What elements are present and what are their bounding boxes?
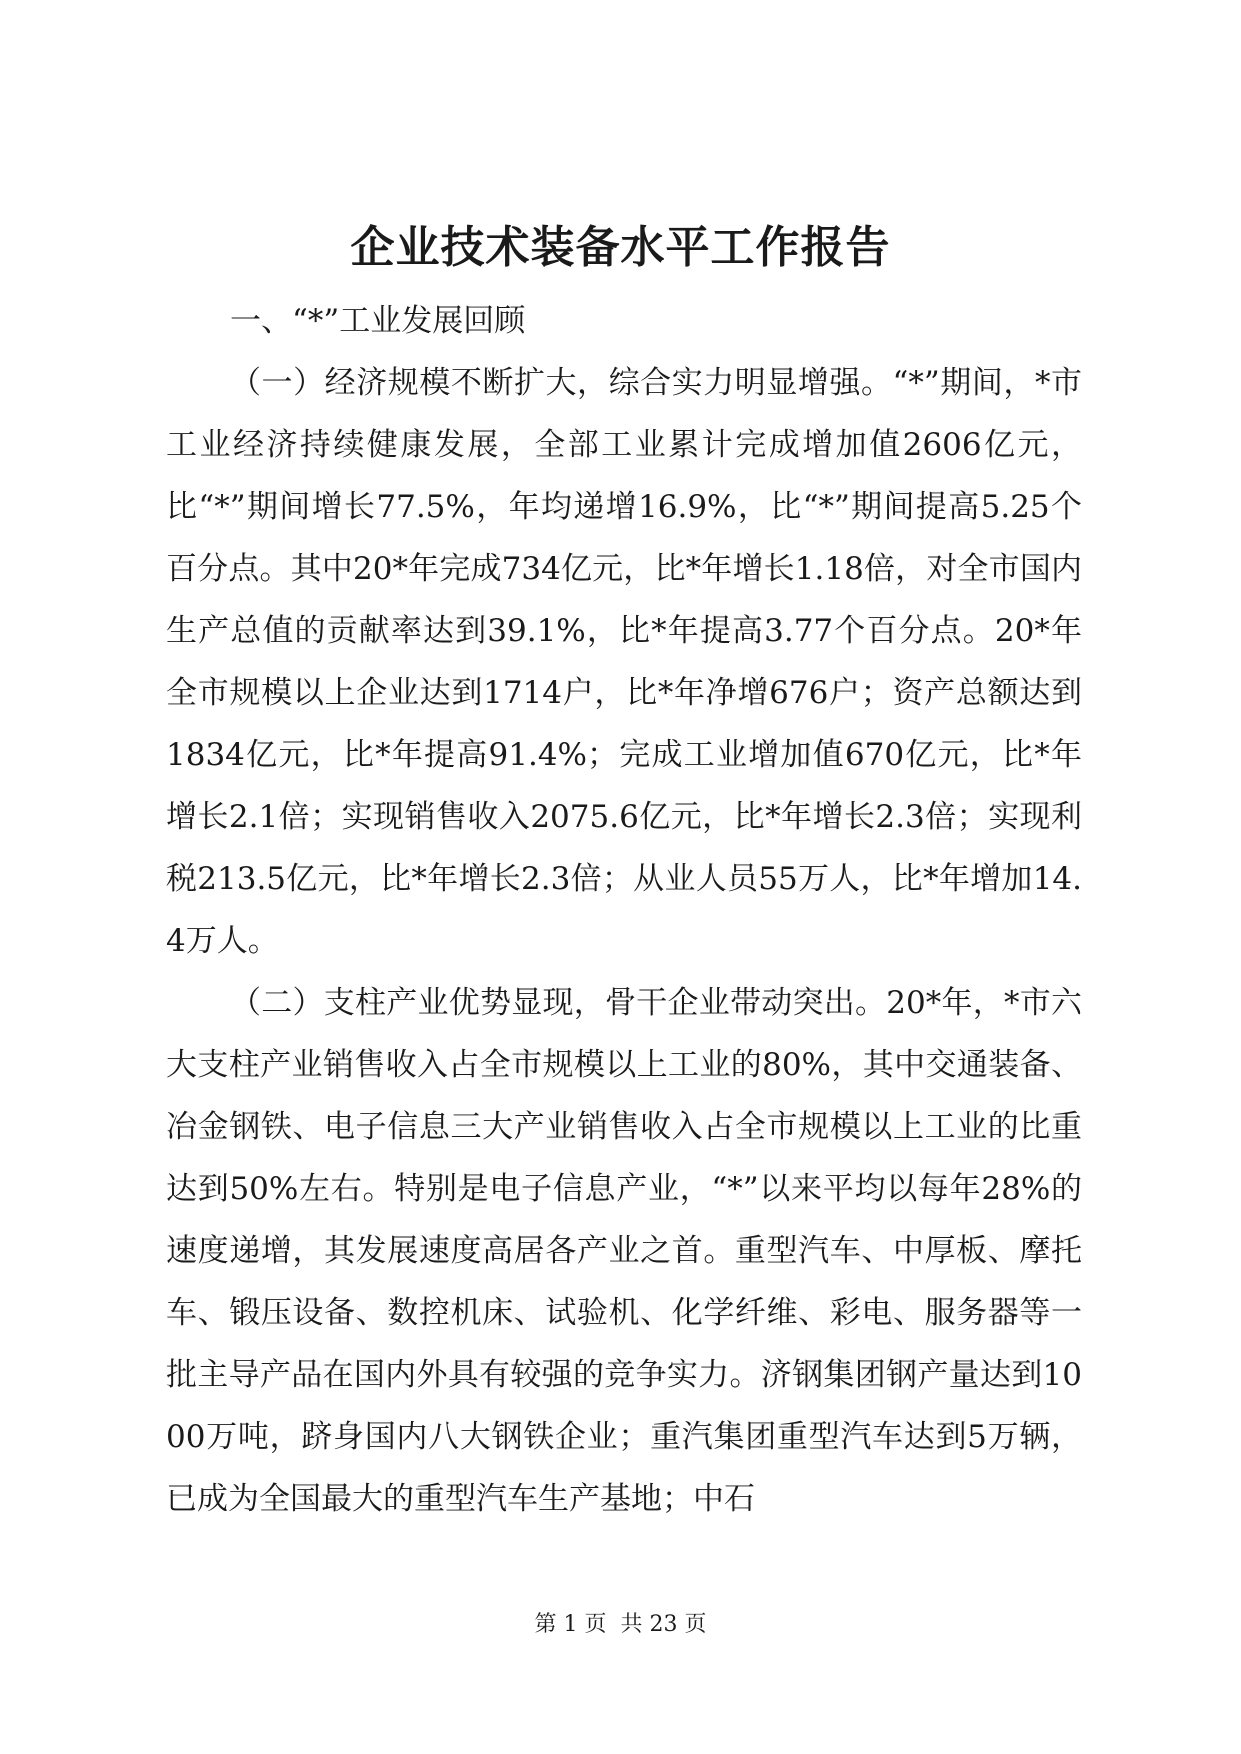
document-body: [166, 290, 1082, 1530]
paragraph-pillar-industries: （二）支柱产业优势显现，骨干企业带动突出。20*年，*市六大支柱产业销售收入占全市规模以上工业的80%，其中交通装备、冶金钢铁、电子信息三大产业销售收入占全市规模以上工业的比重达到50%左右。特别是电子信息产业，“*”以来平均以每年28%的速度递增，其发展速度高居各产业之首。重型汽车、中厚板、摩托车、锻压设备、数控机床、试验机、化学纤维、彩电、服务器等一批主导产品在国内外具有较强的竞争实力。济钢集团钢产量达到1000万吨，跻身国内八大钢铁企业；重汽集团重型汽车达到5万辆，已成为全国最大的重型汽车生产基地；中石: [166, 985, 1082, 1517]
page-footer: [0, 1610, 1241, 1640]
page-number: 第 1 页 共 23 页: [534, 1612, 707, 1637]
document-title: 企业技术装备水平工作报告: [350, 222, 891, 273]
section-heading: 一、“*”工业发展回顾: [230, 303, 526, 339]
paragraph-economic-scale: （一）经济规模不断扩大，综合实力明显增强。“*”期间，*市工业经济持续健康发展，全部工业累计完成增加值2606亿元，比“*”期间增长77.5%，年均递增16.9%，比“*”期间提高5.25个百分点。其中20*年完成734亿元，比*年增长1.18倍，对全市国内生产总值的贡献率达到39.1%，比*年提高3.77个百分点。20*年全市规模以上企业达到1714户，比*年净增676户；资产总额达到1834亿元，比*年提高91.4%；完成工业增加值670亿元，比*年增长2.1倍；实现销售收入2075.6亿元，比*年增长2.3倍；实现利税213.5亿元，比*年增长2.3倍；从业人员55万人，比*年增加14.4万人。: [166, 365, 1082, 959]
